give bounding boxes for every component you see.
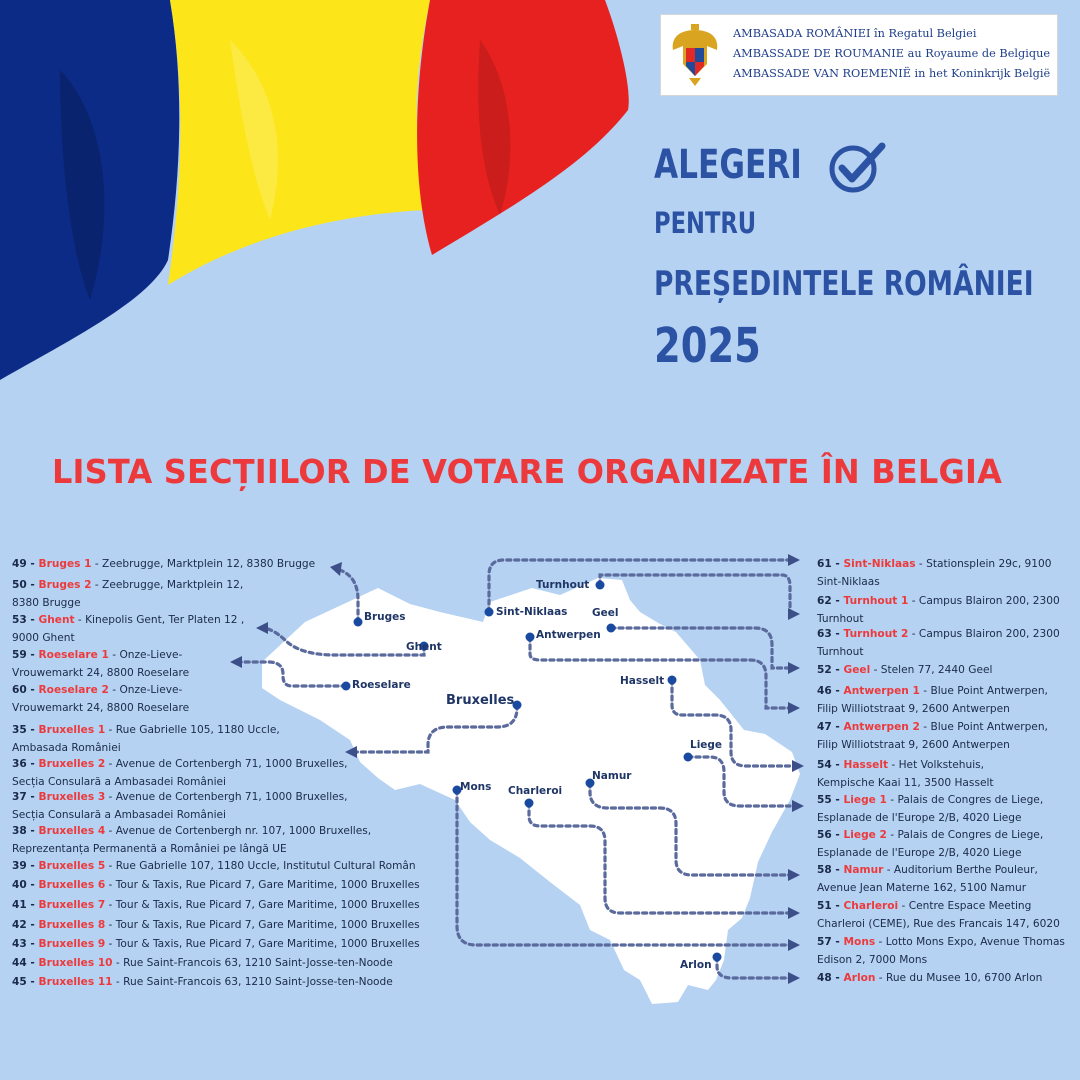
city-label-roeselare: Roeselare: [352, 679, 411, 691]
station-address-line2: Esplanade de l'Europe 2/B, 4020 Liege: [817, 846, 1022, 859]
station-name: Bruxelles 5: [38, 860, 106, 872]
station-address: - Kinepolis Gent, Ter Platen 12 ,: [74, 614, 245, 626]
station-number: 39 -: [12, 860, 39, 872]
station-address-line2: Filip Williotstraat 9, 2600 Antwerpen: [817, 702, 1010, 715]
station-name: Liege 1: [843, 794, 887, 806]
station-number: 50 -: [12, 579, 39, 591]
city-label-mons: Mons: [460, 781, 492, 793]
station-number: 63 -: [817, 628, 844, 640]
city-dot-roeselare: [342, 682, 351, 691]
station-address: - Zeebrugge, Marktplein 12,: [91, 579, 244, 591]
city-label-arlon: Arlon: [680, 959, 712, 971]
station-address-line2: Sint-Niklaas: [817, 575, 880, 588]
station-address: - Tour & Taxis, Rue Picard 7, Gare Maritime, 1000 Bruxelles: [105, 899, 420, 911]
city-dot-sint-niklaas: [485, 608, 494, 617]
station-number: 44 -: [12, 957, 39, 969]
station-address: - Rue du Musee 10, 6700 Arlon: [875, 972, 1043, 984]
left-polling-entry: [12, 974, 393, 992]
station-address: - Zeebrugge, Marktplein 12, 8380 Brugge: [91, 558, 316, 570]
station-number: 56 -: [817, 829, 844, 841]
station-number: 46 -: [817, 685, 844, 697]
heading-alegeri: ALEGERI: [654, 142, 802, 188]
station-address: - Campus Blairon 200, 2300: [908, 628, 1060, 640]
right-polling-entry: [817, 757, 994, 792]
station-number: 55 -: [817, 794, 844, 806]
station-name: Turnhout 2: [843, 628, 909, 640]
station-name: Bruxelles 10: [38, 957, 113, 969]
heading-pentru: PENTRU: [654, 206, 757, 240]
station-address: - Avenue de Cortenbergh 71, 1000 Bruxelles,: [105, 758, 348, 770]
station-address-line2: Vrouwemarkt 24, 8800 Roeselare: [12, 666, 190, 679]
station-name: Mons: [843, 936, 876, 948]
check-circle-icon: [828, 140, 886, 194]
flag-yellow-stripe: [168, 0, 430, 285]
station-number: 41 -: [12, 899, 39, 911]
station-address-line2: Vrouwemarkt 24, 8800 Roeselare: [12, 701, 190, 714]
station-address-line2: Turnhout: [817, 645, 864, 658]
station-name: Bruxelles 6: [38, 879, 106, 891]
left-polling-entry: [12, 955, 393, 973]
station-name: Bruxelles 3: [38, 791, 106, 803]
left-polling-entry: [12, 556, 315, 574]
city-dot-bruges: [354, 618, 363, 627]
city-dot-charleroi: [525, 799, 534, 808]
station-address-line2: Edison 2, 7000 Mons: [817, 953, 928, 966]
station-address: - Tour & Taxis, Rue Picard 7, Gare Maritime, 1000 Bruxelles: [105, 938, 420, 950]
left-polling-entry: [12, 858, 416, 876]
station-address: - Tour & Taxis, Rue Picard 7, Gare Maritime, 1000 Bruxelles: [105, 879, 420, 891]
right-polling-entry: [817, 792, 1043, 827]
station-name: Arlon: [843, 972, 876, 984]
station-address-line2: 8380 Brugge: [12, 596, 81, 609]
station-address-line2: Secția Consulară a Ambasadei României: [12, 808, 227, 821]
left-polling-entry: [12, 789, 348, 824]
station-number: 49 -: [12, 558, 39, 570]
station-number: 51 -: [817, 900, 844, 912]
station-address-line2: Charleroi (CEME), Rue des Francais 147, 6020: [817, 917, 1060, 930]
left-polling-entry: [12, 756, 348, 791]
station-address-line2: Turnhout: [817, 612, 864, 625]
station-address-line2: Ambasada României: [12, 741, 121, 754]
station-name: Sint-Niklaas: [843, 558, 916, 570]
station-number: 37 -: [12, 791, 39, 803]
right-polling-entry: [817, 862, 1038, 897]
station-name: Charleroi: [843, 900, 899, 912]
city-dot-antwerpen: [526, 633, 535, 642]
station-address: - Rue Saint-Francois 63, 1210 Saint-Josse-ten-Noode: [112, 976, 393, 988]
station-name: Bruxelles 1: [38, 724, 106, 736]
station-name: Ghent: [38, 614, 75, 626]
station-address: - Stelen 77, 2440 Geel: [870, 664, 993, 676]
station-name: Bruxelles 11: [38, 976, 113, 988]
left-polling-entry: [12, 647, 189, 682]
city-label-turnhout: Turnhout: [536, 579, 590, 591]
station-number: 58 -: [817, 864, 844, 876]
station-name: Namur: [843, 864, 884, 876]
station-address: - Blue Point Antwerpen,: [919, 685, 1048, 697]
right-polling-entry: [817, 626, 1060, 661]
city-dot-liege: [684, 753, 693, 762]
station-name: Hasselt: [843, 759, 889, 771]
station-number: 42 -: [12, 919, 39, 931]
city-dot-hasselt: [668, 676, 677, 685]
embassy-name-ro: AMBASADA ROMÂNIEI în Regatul Belgiei: [733, 27, 977, 40]
station-address-line2: Kempische Kaai 11, 3500 Hasselt: [817, 776, 994, 789]
station-name: Roeselare 2: [38, 684, 109, 696]
city-label-antwerpen: Antwerpen: [536, 629, 601, 641]
heading-presedintele: PREȘEDINTELE ROMÂNIEI: [654, 264, 1034, 304]
station-address-line2: Reprezentanța Permanentă a României pe lângă UE: [12, 842, 287, 855]
heading-year: 2025: [654, 318, 761, 374]
station-number: 47 -: [817, 721, 844, 733]
coat-of-arms-icon: [669, 24, 721, 88]
station-address: - Auditorium Berthe Pouleur,: [883, 864, 1038, 876]
station-number: 60 -: [12, 684, 39, 696]
station-address: - Blue Point Antwerpen,: [919, 721, 1048, 733]
station-address: - Palais de Congres de Liege,: [886, 829, 1044, 841]
right-polling-entry: [817, 556, 1052, 591]
station-address-line2: 9000 Ghent: [12, 631, 75, 644]
left-polling-entry: [12, 612, 244, 647]
station-address: - Campus Blairon 200, 2300: [908, 595, 1060, 607]
station-name: Turnhout 1: [843, 595, 909, 607]
station-name: Bruxelles 8: [38, 919, 106, 931]
left-polling-entry: [12, 897, 420, 915]
station-name: Geel: [843, 664, 871, 676]
station-number: 48 -: [817, 972, 844, 984]
left-polling-entry: [12, 722, 280, 757]
city-label-geel: Geel: [592, 607, 619, 619]
embassy-name-fr: AMBASSADE DE ROUMANIE au Royaume de Belgique: [733, 47, 1051, 60]
city-label-charleroi: Charleroi: [508, 785, 563, 797]
station-address: - Rue Gabrielle 105, 1180 Uccle,: [105, 724, 280, 736]
station-number: 36 -: [12, 758, 39, 770]
station-address: - Rue Saint-Francois 63, 1210 Saint-Josse-ten-Noode: [112, 957, 393, 969]
city-dot-turnhout: [596, 581, 605, 590]
station-name: Bruxelles 9: [38, 938, 106, 950]
city-dot-arlon: [713, 953, 722, 962]
station-number: 54 -: [817, 759, 844, 771]
station-address: - Palais de Congres de Liege,: [886, 794, 1044, 806]
station-name: Antwerpen 1: [843, 685, 920, 697]
station-number: 43 -: [12, 938, 39, 950]
station-number: 45 -: [12, 976, 39, 988]
station-number: 53 -: [12, 614, 39, 626]
embassy-name-nl: AMBASSADE VAN ROEMENIË in het Koninkrijk België: [733, 67, 1051, 80]
station-number: 57 -: [817, 936, 844, 948]
list-title: LISTA SECȚIILOR DE VOTARE ORGANIZATE ÎN BELGIA: [51, 452, 1003, 491]
station-name: Bruxelles 7: [38, 899, 106, 911]
city-label-bruges: Bruges: [364, 611, 406, 623]
station-address: - Het Volkstehuis,: [888, 759, 985, 771]
station-address: - Centre Espace Meeting: [898, 900, 1032, 912]
station-address: - Stationsplein 29c, 9100: [915, 558, 1052, 570]
city-label-bruxelles: Bruxelles: [446, 693, 515, 708]
station-number: 59 -: [12, 649, 39, 661]
station-address: - Onze-Lieve-: [108, 649, 183, 661]
left-polling-entry: [12, 877, 420, 895]
station-number: 61 -: [817, 558, 844, 570]
station-address-line2: Filip Williotstraat 9, 2600 Antwerpen: [817, 738, 1010, 751]
right-polling-entry: [817, 970, 1042, 988]
station-address: - Avenue de Cortenbergh nr. 107, 1000 Bruxelles,: [105, 825, 372, 837]
station-number: 62 -: [817, 595, 844, 607]
left-polling-entry: [12, 917, 420, 935]
station-address-line2: Avenue Jean Materne 162, 5100 Namur: [817, 881, 1027, 894]
right-polling-entry: [817, 934, 1065, 969]
right-polling-entry: [817, 719, 1048, 754]
right-polling-entry: [817, 593, 1060, 628]
station-name: Bruges 1: [38, 558, 92, 570]
right-polling-entry: [817, 827, 1043, 862]
city-label-hasselt: Hasselt: [620, 675, 665, 687]
station-name: Bruges 2: [38, 579, 92, 591]
station-address-line2: Esplanade de l'Europe 2/B, 4020 Liege: [817, 811, 1022, 824]
city-label-liege: Liege: [690, 739, 723, 751]
right-polling-entry: [817, 683, 1048, 718]
flag-red-stripe: [417, 0, 629, 255]
station-number: 40 -: [12, 879, 39, 891]
embassy-header: [660, 14, 1058, 96]
station-address: - Avenue de Cortenbergh 71, 1000 Bruxelles,: [105, 791, 348, 803]
station-number: 38 -: [12, 825, 39, 837]
city-label-namur: Namur: [592, 770, 632, 782]
left-polling-entry: [12, 823, 371, 858]
left-polling-entry: [12, 682, 189, 717]
right-polling-entry: [817, 662, 992, 680]
city-label-sint-niklaas: Sint-Niklaas: [496, 606, 568, 618]
station-name: Antwerpen 2: [843, 721, 920, 733]
station-address-line2: Secția Consulară a Ambasadei României: [12, 775, 227, 788]
station-name: Liege 2: [843, 829, 887, 841]
station-name: Roeselare 1: [38, 649, 109, 661]
station-address: - Tour & Taxis, Rue Picard 7, Gare Maritime, 1000 Bruxelles: [105, 919, 420, 931]
right-polling-entry: [817, 898, 1060, 933]
romanian-flag: [0, 0, 640, 390]
station-number: 52 -: [817, 664, 844, 676]
station-address: - Onze-Lieve-: [108, 684, 183, 696]
city-dot-geel: [607, 624, 616, 633]
station-address: - Rue Gabrielle 107, 1180 Uccle, Institutul Cultural Român: [105, 860, 416, 872]
station-address: - Lotto Mons Expo, Avenue Thomas: [875, 936, 1065, 948]
station-name: Bruxelles 4: [38, 825, 106, 837]
city-label-ghent: Ghent: [406, 641, 442, 653]
station-number: 35 -: [12, 724, 39, 736]
station-name: Bruxelles 2: [38, 758, 106, 770]
left-polling-entry: [12, 577, 243, 612]
left-polling-entry: [12, 936, 420, 954]
